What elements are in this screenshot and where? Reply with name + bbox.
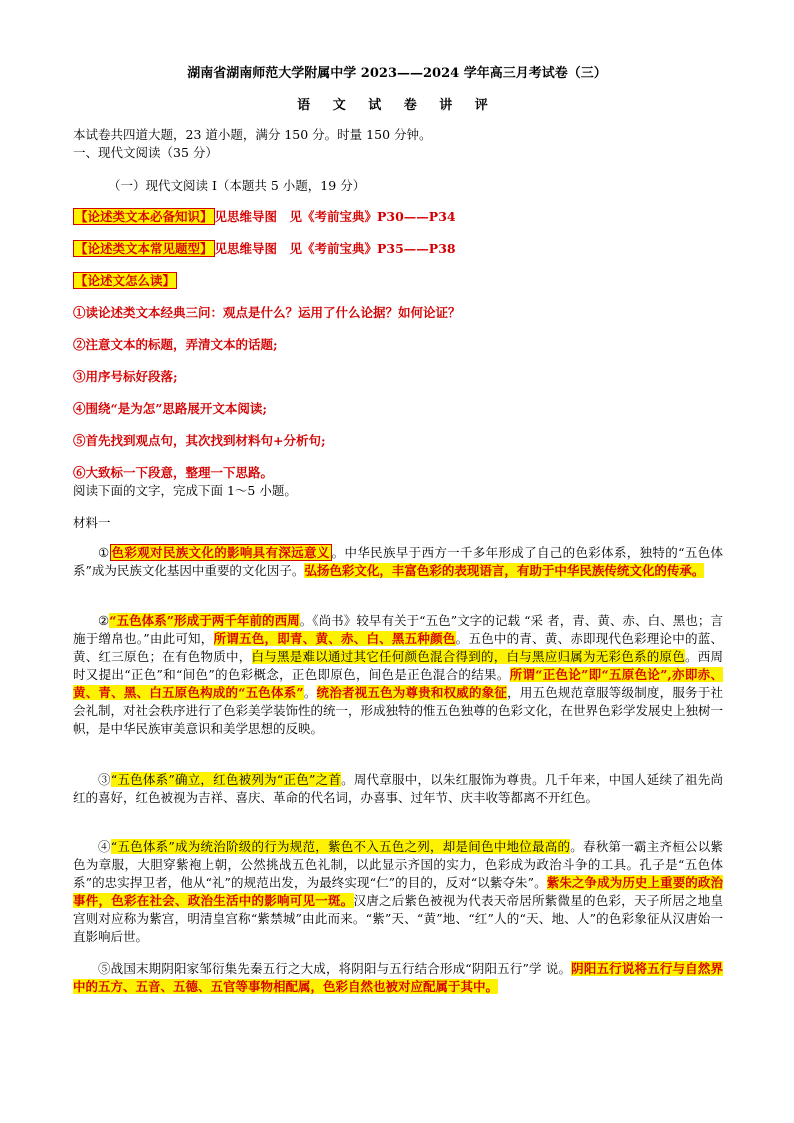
thesis-sentence: 色彩观对民族文化的影响具有深远意义 (111, 545, 330, 560)
note-text: 见思维导图 见《考前宝典》P35——P38 (214, 241, 456, 256)
tip-item: ②注意文本的标题，弄清文本的话题; (73, 337, 278, 352)
material-label: 材料一 (73, 515, 111, 530)
paragraph-3 (73, 771, 723, 807)
paragraph-text: 。西周时又提出“正色”和“间色”的色彩概念，正色即原色，间色是正色混合的结果。 (73, 649, 723, 682)
highlight-sentence: 统治者视五色为尊贵和权威的象征 (316, 685, 508, 700)
note-tag: 【论述类文本必备知识】 (75, 209, 213, 224)
paragraph-number: ② (98, 613, 110, 628)
exam-info: 本试卷共四道大题，23 道小题，满分 150 分。时量 150 分钟。 (73, 127, 432, 142)
paragraph-1 (73, 544, 723, 580)
note-required-knowledge (73, 207, 456, 225)
paragraph-number: ⑤ (98, 961, 111, 976)
paragraph-2 (73, 612, 723, 738)
tip-item: ①读论述类文本经典三问：观点是什么？运用了什么论据？如何论证？ (73, 305, 461, 320)
note-how-to-read (73, 271, 177, 289)
paragraph-text: 。春秋第一霸主齐桓公以紫色为章服，大胆穿紫袍上朝，公然挑战五色礼制，以此显示齐国的实力，色彩成为政治斗争的工具。孔子是“五色体系”的忠实捍卫者，他从“礼”的规范出发，为最终实现“仁”的目的，反对“以紫夺朱”。 (73, 839, 723, 890)
paragraph-4 (73, 838, 723, 946)
paragraph-text: ，用五色规范章服等级制度，服务于社会礼制，对社会秩序进行了色彩美学装饰性的统一，形成独特的惟五色独尊的色彩文化，在世界色彩学发展史上独树一帜，是中华民族审美意识和美学思想的反映。 (73, 685, 724, 736)
paragraph-text: 。中华民族早于西方一千多年形成了自己的色彩体系，独特的“五色体系”成为民族文化基因中重要的文化因子。 (73, 545, 723, 578)
note-tag: 【论述文怎么读】 (75, 273, 176, 288)
highlight-sentence: 阴阳五行说将五行与自然界中的五方、五音、五德、五官等事物相配属，色彩自然也被对应配属于其中。 (73, 961, 723, 994)
highlight-sentence: “五色体系”成为统治阶级的行为规范，紫色不入五色之列，却是间色中地位最高的 (110, 839, 571, 854)
highlight-sentence: “五色体系”确立，红色被列为“正色”之首 (110, 772, 342, 787)
paragraph-text: 战国末期阴阳家邹衍集先秦五行之大成，将阴阳与五行结合形成“阴阳五行”学 说。 (110, 961, 572, 976)
highlight-sentence: 白与黑是难以通过其它任何颜色混合得到的，白与黑应归属为无彩色系的原色 (251, 649, 685, 664)
paragraph-number: ① (98, 545, 110, 560)
paragraph-5 (73, 960, 723, 996)
highlight-sentence: 弘扬色彩文化，丰富色彩的表现语言，有助于中华民族传统文化的传承。 (304, 563, 705, 578)
subsection-heading: （一）现代文阅读 I（本题共 5 小题，19 分） (108, 178, 366, 193)
tip-item: ⑥大致标一下段意，整理一下思路。 (73, 465, 274, 480)
paragraph-text: 。《尚书》较早有关于“五色”文字的记载 “采 者，青、黄、赤、白、黑也；言施于缯帛也。”由此可知， (73, 613, 723, 646)
paragraph-text: 汉唐之后紫色被视为代表天帝居所紫微星的色彩，天子所居之地皇宫则对应称为紫宫，明清皇宫称“紫禁城”由此而来。“紫”天、“黄”地、“红”人的“天、地、人”的色彩象征从汉唐始一直影响后世。 (73, 893, 723, 944)
highlight-sentence: 所谓“正色论”即“五原色论”,亦即赤、黄、青、黑、白五原色构成的“五色体系” (73, 667, 723, 700)
document-subtitle: 语 文 试 卷 讲 评 (297, 98, 497, 113)
tip-item: ⑤首先找到观点句，其次找到材料句+分析句; (73, 433, 326, 448)
note-tag: 【论述类文本常见题型】 (75, 241, 213, 256)
paragraph-text: 。 (303, 685, 317, 700)
document-title: 湖南省湖南师范大学附属中学 2023——2024 学年高三月考试卷（三） (187, 66, 607, 81)
tip-item: ③用序号标好段落; (73, 369, 178, 384)
highlight-sentence: “五色体系”形成于两千年前的西周 (109, 613, 300, 628)
note-text: 见思维导图 见《考前宝典》P30——P34 (214, 209, 456, 224)
reading-instruction: 阅读下面的文字，完成下面 1～5 小题。 (73, 483, 297, 498)
paragraph-text: 。周代章服中，以朱红服饰为尊贵。几千年来，中国人延续了祖先尚红的喜好，红色被视为吉祥、喜庆、革命的代名词，办喜事、过年节、庆丰收等都离不开红色。 (73, 772, 723, 805)
tip-item: ④围绕“是为怎”思路展开文本阅读; (73, 401, 267, 416)
paragraph-number: ④ (98, 839, 111, 854)
paragraph-number: ③ (98, 772, 111, 787)
note-question-types (73, 239, 456, 257)
highlight-sentence: 所谓五色，即青、黄、赤、白、黑五种颜色 (213, 631, 456, 646)
paragraph-text: 。五色中的青、黄、赤即现代色彩理论中的蓝、黄、红三原色；在有色物质中， (73, 631, 723, 664)
section-heading: 一、现代文阅读（35 分） (73, 145, 218, 160)
highlight-sentence: 紫朱之争成为历史上重要的政治事件，色彩在社会、政治生活中的影响可见一斑。 (73, 875, 723, 908)
